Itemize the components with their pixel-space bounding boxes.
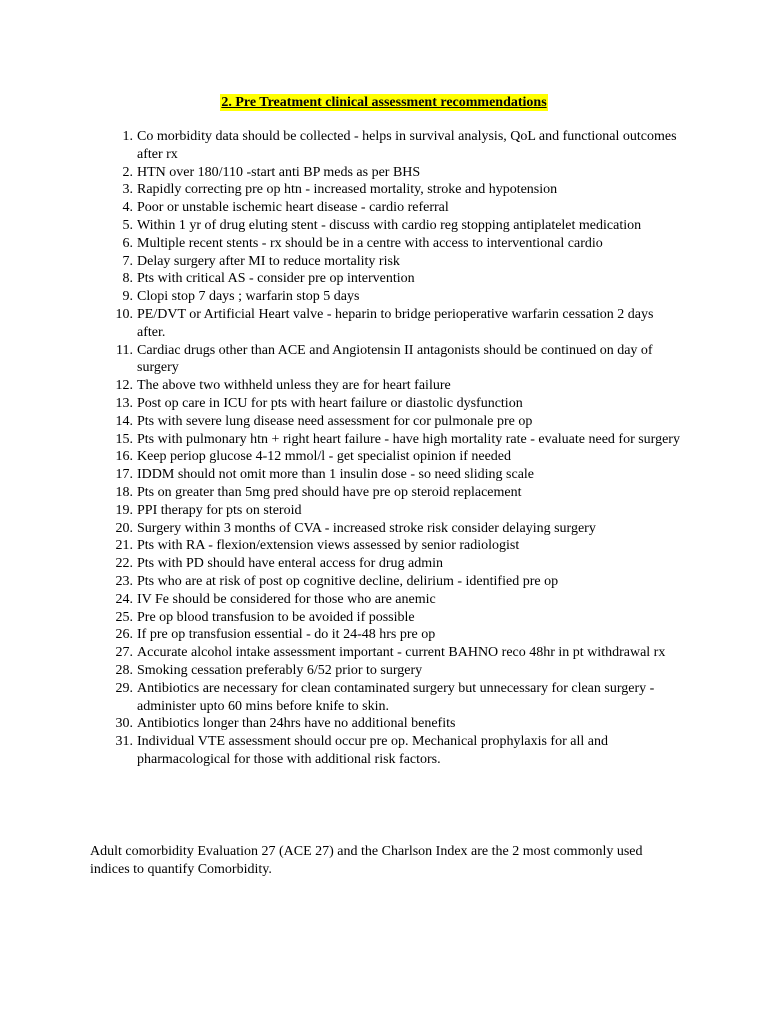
item-number: 6. bbox=[122, 235, 133, 251]
item-text: IV Fe should be considered for those who are anemic bbox=[137, 591, 436, 607]
item-text: Poor or unstable ischemic heart disease - cardio referral bbox=[137, 200, 449, 216]
item-text: Pts with pulmonary htn + right heart failure - have high mortality rate - evaluate need for surgery bbox=[137, 431, 680, 447]
recommendation-item bbox=[122, 235, 682, 253]
recommendation-item bbox=[115, 377, 682, 395]
item-number: 28. bbox=[115, 662, 133, 678]
item-number: 5. bbox=[122, 217, 133, 233]
recommendation-item bbox=[115, 555, 682, 573]
item-number: 2. bbox=[122, 164, 133, 180]
item-number: 1. bbox=[122, 129, 133, 144]
item-number: 4. bbox=[122, 200, 133, 216]
recommendation-item bbox=[115, 573, 682, 591]
item-text: Antibiotics are necessary for clean contaminated surgery but unnecessary for clean surgery - administer upto 60 mins before knife to skin. bbox=[137, 680, 655, 714]
item-text: Within 1 yr of drug eluting stent - discuss with cardio reg stopping antiplatelet medication bbox=[137, 217, 642, 233]
item-text: Pts on greater than 5mg pred should have pre op steroid replacement bbox=[137, 484, 522, 500]
item-text: Pts with critical AS - consider pre op intervention bbox=[137, 271, 415, 287]
recommendation-item bbox=[122, 128, 682, 164]
item-number: 27. bbox=[115, 645, 133, 661]
recommendation-item bbox=[122, 270, 682, 288]
item-text: Delay surgery after MI to reduce mortality risk bbox=[137, 253, 400, 269]
item-number: 13. bbox=[115, 395, 133, 411]
recommendation-item bbox=[115, 609, 682, 627]
recommendation-item bbox=[115, 484, 682, 502]
recommendation-item bbox=[115, 448, 682, 466]
item-number: 3. bbox=[122, 182, 133, 198]
item-number: 14. bbox=[115, 413, 133, 429]
item-number: 9. bbox=[122, 289, 133, 305]
item-number: 23. bbox=[115, 573, 133, 589]
item-text: Rapidly correcting pre op htn - increased mortality, stroke and hypotension bbox=[137, 182, 558, 198]
item-number: 24. bbox=[115, 591, 133, 607]
recommendation-item bbox=[115, 466, 682, 484]
recommendation-item bbox=[122, 217, 682, 235]
item-number: 18. bbox=[115, 484, 133, 500]
recommendation-item bbox=[122, 288, 682, 306]
item-number: 17. bbox=[115, 467, 133, 483]
item-number: 22. bbox=[115, 556, 133, 572]
item-text: Multiple recent stents - rx should be in a centre with access to interventional cardio bbox=[137, 235, 603, 251]
section-heading: 2. Pre Treatment clinical assessment recommendations bbox=[221, 95, 547, 110]
item-text: Individual VTE assessment should occur pre op. Mechanical prophylaxis for all and pharmacological for those with additional risk factors. bbox=[137, 734, 608, 767]
item-text: Surgery within 3 months of CVA - increased stroke risk consider delaying surgery bbox=[137, 520, 596, 536]
item-number: 12. bbox=[115, 378, 133, 394]
item-text: HTN over 180/110 -start anti BP meds as per BHS bbox=[137, 164, 421, 180]
item-text: Pts with severe lung disease need assessment for cor pulmonale pre op bbox=[137, 413, 533, 429]
item-text: Pre op blood transfusion to be avoided if possible bbox=[137, 609, 415, 625]
item-number: 15. bbox=[115, 431, 133, 447]
item-text: Antibiotics longer than 24hrs have no additional benefits bbox=[137, 716, 456, 732]
footer-paragraph: Adult comorbidity Evaluation 27 (ACE 27) and the Charlson Index are the 2 most commonly used indices to quantify Comorbidity. bbox=[90, 844, 643, 877]
recommendation-item bbox=[122, 164, 682, 182]
item-text: Pts with PD should have enteral access for drug admin bbox=[137, 556, 443, 572]
item-number: 19. bbox=[115, 502, 133, 518]
item-text: Post op care in ICU for pts with heart failure or diastolic dysfunction bbox=[137, 395, 523, 411]
recommendation-item bbox=[115, 626, 682, 644]
recommendation-item bbox=[115, 591, 682, 609]
recommendation-item bbox=[115, 680, 682, 716]
item-text: PPI therapy for pts on steroid bbox=[137, 502, 302, 518]
item-text: IDDM should not omit more than 1 insulin dose - so need sliding scale bbox=[137, 467, 535, 483]
recommendations-list bbox=[115, 128, 682, 769]
item-number: 7. bbox=[122, 253, 133, 269]
item-text: If pre op transfusion essential - do it 24-48 hrs pre op bbox=[137, 627, 436, 643]
item-text: Co morbidity data should be collected - helps in survival analysis, QoL and functional outcomes after rx bbox=[137, 129, 677, 162]
recommendation-item bbox=[115, 733, 682, 769]
item-number: 26. bbox=[115, 627, 133, 643]
item-number: 29. bbox=[115, 680, 133, 696]
item-number: 31. bbox=[115, 734, 133, 750]
item-text: Pts who are at risk of post op cognitive decline, delirium - identified pre op bbox=[137, 573, 559, 589]
item-number: 30. bbox=[115, 716, 133, 732]
recommendation-item bbox=[116, 342, 682, 378]
item-text: Clopi stop 7 days ; warfarin stop 5 days bbox=[137, 289, 360, 305]
item-text: Accurate alcohol intake assessment important - current BAHNO reco 48hr in pt withdrawal rx bbox=[137, 645, 666, 661]
item-text: Pts with RA - flexion/extension views assessed by senior radiologist bbox=[137, 538, 520, 554]
item-number: 10. bbox=[115, 306, 133, 322]
heading-container bbox=[0, 93, 768, 111]
recommendation-item bbox=[115, 520, 682, 538]
item-text: Keep periop glucose 4-12 mmol/l - get specialist opinion if needed bbox=[137, 449, 512, 465]
item-number: 16. bbox=[115, 449, 133, 465]
item-text: Smoking cessation preferably 6/52 prior to surgery bbox=[137, 662, 423, 678]
item-number: 20. bbox=[115, 520, 133, 536]
item-text: The above two withheld unless they are for heart failure bbox=[137, 378, 451, 394]
recommendation-item bbox=[122, 199, 682, 217]
item-number: 11. bbox=[116, 342, 133, 358]
recommendation-item bbox=[115, 395, 682, 413]
item-text: PE/DVT or Artificial Heart valve - heparin to bridge perioperative warfarin cessation 2 days after. bbox=[137, 306, 654, 340]
recommendation-item bbox=[115, 306, 682, 342]
recommendation-item bbox=[115, 502, 682, 520]
recommendation-item bbox=[122, 253, 682, 271]
recommendation-item bbox=[115, 537, 682, 555]
recommendation-item bbox=[115, 662, 682, 680]
item-text: Cardiac drugs other than ACE and Angiotensin II antagonists should be continued on day of surgery bbox=[137, 342, 653, 376]
recommendation-item bbox=[115, 431, 682, 449]
recommendation-item bbox=[122, 181, 682, 199]
item-number: 8. bbox=[122, 271, 133, 287]
item-number: 21. bbox=[115, 538, 133, 554]
item-number: 25. bbox=[115, 609, 133, 625]
recommendation-item bbox=[115, 715, 682, 733]
recommendation-item bbox=[115, 644, 682, 662]
recommendation-item bbox=[115, 413, 682, 431]
